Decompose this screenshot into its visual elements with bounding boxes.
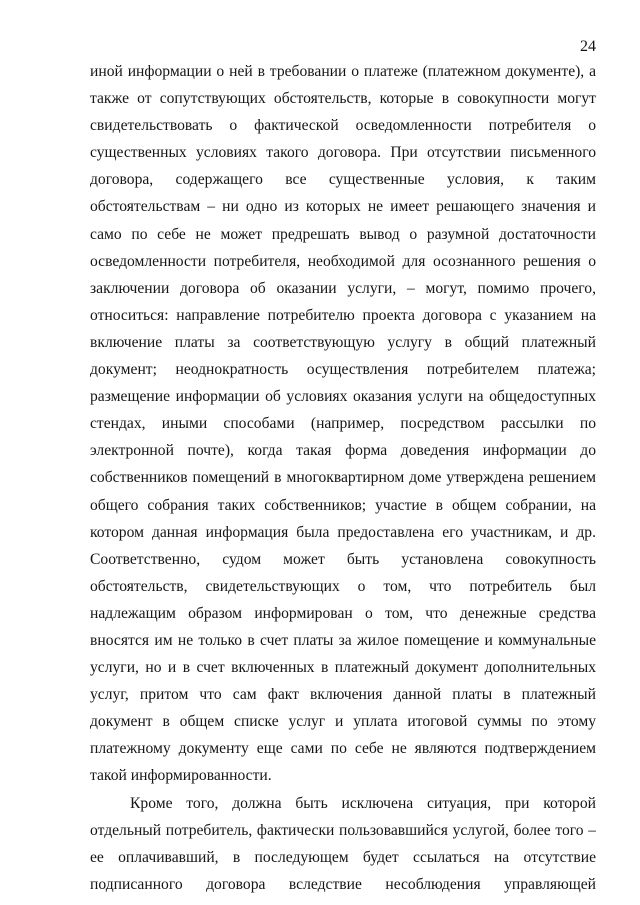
text-line: заключении договора об оказании услуги, – могут, помимо прочего, <box>90 279 596 297</box>
paragraph-1 <box>90 58 596 790</box>
text-line: также от сопутствующих обстоятельств, которые в совокупности могут <box>90 90 596 108</box>
text-line: услуги, но и в счет включенных в платежный документ дополнительных <box>90 659 596 677</box>
text-line: относиться: направление потребителю проекта договора с указанием на <box>90 306 596 324</box>
text-line: осведомленности потребителя, необходимой для осознанного решения о <box>90 252 596 270</box>
page-number: 24 <box>580 38 596 55</box>
text-line: такой информированности. <box>90 767 272 785</box>
text-line: собственников помещений в многоквартирном доме утверждена решением <box>90 469 596 487</box>
text-line: надлежащим образом информирован о том, что денежные средства <box>90 604 596 622</box>
text-line: свидетельствовать о фактической осведомленности потребителя о <box>90 117 596 135</box>
paragraph-2 <box>90 790 596 898</box>
text-line: договора, содержащего все существенные условия, к таким <box>90 171 596 189</box>
text-line: котором данная информация была предоставлена его участникам, и др. <box>90 523 596 541</box>
text-line: обстоятельствам – ни одно из которых не имеет решающего значения и <box>90 198 596 216</box>
text-line: Соответственно, судом может быть установлена совокупность <box>90 550 596 568</box>
text-line: подписанного договора вследствие несоблюдения управляющей <box>90 875 596 893</box>
text-line: общего собрания таких собственников; участие в общем собрании, на <box>90 496 596 514</box>
text-line: размещение информации об условиях оказания услуги на общедоступных <box>90 388 596 406</box>
text-line: обстоятельств, свидетельствующих о том, что потребитель был <box>90 577 596 595</box>
text-line: платежному документу еще сами по себе не являются подтверждением <box>90 740 596 758</box>
text-line: электронной почте), когда такая форма доведения информации до <box>90 442 596 460</box>
text-line: само по себе не может предрешать вывод о разумной достаточности <box>90 225 596 243</box>
text-line: существенных условиях такого договора. При отсутствии письменного <box>90 144 596 162</box>
text-line: отдельный потребитель, фактически пользовавшийся услугой, более того – <box>90 821 596 839</box>
text-line: документ в общем списке услуг и уплата итоговой суммы по этому <box>90 713 596 731</box>
text-line: вносятся им не только в счет платы за жилое помещение и коммунальные <box>90 631 596 649</box>
body-text <box>90 58 596 898</box>
text-line: стендах, иными способами (например, посредством рассылки по <box>90 415 596 433</box>
text-line: документ; неоднократность осуществления потребителем платежа; <box>90 361 596 379</box>
text-line: Кроме того, должна быть исключена ситуация, при которой <box>130 794 596 812</box>
text-line: услуг, притом что сам факт включения данной платы в платежный <box>90 686 596 704</box>
text-line: включение платы за соответствующую услугу в общий платежный <box>90 333 596 351</box>
text-line: иной информации о ней в требовании о платеже (платежном документе), а <box>90 63 596 80</box>
text-line: ее оплачивавший, в последующем будет ссылаться на отсутствие <box>90 848 596 866</box>
